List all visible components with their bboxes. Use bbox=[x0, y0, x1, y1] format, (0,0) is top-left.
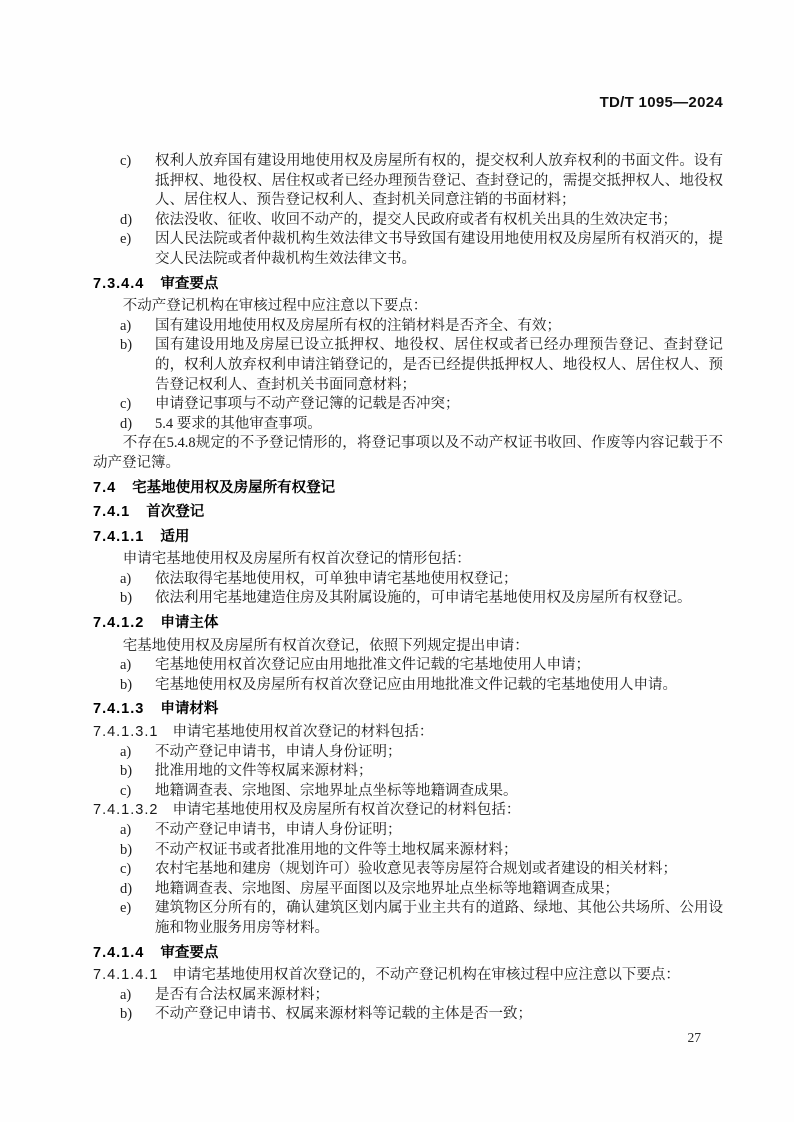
section-number: 7.4.1.1 bbox=[93, 528, 145, 545]
section-heading bbox=[93, 275, 723, 295]
list-item bbox=[93, 211, 723, 231]
list-marker: d) bbox=[120, 880, 133, 897]
numbered-paragraph bbox=[93, 723, 723, 743]
list-item bbox=[93, 570, 723, 590]
section-heading bbox=[93, 479, 723, 499]
list-item bbox=[93, 841, 723, 861]
list-item-text: 是否有合法权属来源材料； bbox=[155, 986, 329, 1003]
list-item-text: 地籍调查表、宗地图、宗地界址点坐标等地籍调查成果。 bbox=[155, 782, 518, 799]
section-title: 审查要点 bbox=[160, 944, 219, 961]
paragraph: 申请宅基地使用权及房屋所有权首次登记的情形包括： bbox=[122, 551, 471, 568]
list-item bbox=[93, 589, 723, 609]
clause-text: 申请宅基地使用权首次登记的，不动产登记机构在审核过程中应注意以下要点： bbox=[172, 967, 680, 984]
clause-number: 7.4.1.3.2 bbox=[93, 802, 159, 819]
list-marker: a) bbox=[120, 570, 132, 587]
list-item-text: 因人民法院或者仲裁机构生效法律文书导致国有建设用地使用权及房屋所有权消灭的，提交人民法院或者仲裁机构生效法律文书。 bbox=[155, 231, 723, 267]
list-item-text: 国有建设用地及房屋已设立抵押权、地役权、居住权或者已经办理预告登记、查封登记的，权利人放弃权利申请注销登记的，是否已经提供抵押权人、地役权人、居住权人、预告登记权利人、查封机关书面同意材料； bbox=[155, 337, 723, 393]
list-item-text: 国有建设用地使用权及房屋所有权的注销材料是否齐全、有效； bbox=[155, 317, 561, 334]
list-item-text: 不动产登记申请书，申请人身份证明； bbox=[155, 822, 402, 838]
numbered-paragraph bbox=[93, 966, 723, 986]
section-number: 7.4.1 bbox=[93, 504, 131, 521]
section-heading bbox=[93, 503, 723, 523]
list-item-text: 宅基地使用权及房屋所有权首次登记应由用地批准文件记载的宅基地使用人申请。 bbox=[155, 676, 677, 693]
document-body bbox=[93, 152, 723, 1025]
list-item-text: 依法没收、征收、收回不动产的，提交人民政府或者有权机关出具的生效决定书； bbox=[155, 211, 677, 228]
list-marker: b) bbox=[120, 841, 133, 858]
clause-text: 申请宅基地使用权首次登记的材料包括： bbox=[172, 724, 434, 741]
list-item bbox=[93, 782, 723, 802]
list-item-text: 宅基地使用权首次登记应由用地批准文件记载的宅基地使用人申请； bbox=[155, 657, 590, 674]
list-item bbox=[93, 415, 723, 435]
list-marker: b) bbox=[120, 1006, 133, 1023]
section-number: 7.4.1.2 bbox=[93, 615, 145, 632]
paragraph: 宅基地使用权及房屋所有权首次登记，依照下列规定提出申请： bbox=[122, 637, 529, 654]
list-marker: a) bbox=[120, 822, 132, 838]
list-item bbox=[93, 336, 723, 395]
section-title: 审查要点 bbox=[160, 275, 219, 292]
section-heading bbox=[93, 700, 723, 720]
paragraph: 不存在5.4.8规定的不予登记情形的，将登记事项以及不动产权证书收回、作废等内容记载于不动产登记簿。 bbox=[93, 435, 723, 471]
list-item-text: 5.4 要求的其他审查事项。 bbox=[155, 415, 322, 432]
section-title: 宅基地使用权及房屋所有权登记 bbox=[132, 479, 336, 496]
section-heading bbox=[93, 614, 723, 634]
list-marker: c) bbox=[120, 153, 132, 169]
list-item bbox=[93, 152, 723, 211]
list-marker: e) bbox=[120, 900, 132, 917]
list-item-text: 批准用地的文件等权属来源材料； bbox=[155, 763, 373, 780]
list-marker: b) bbox=[120, 337, 133, 354]
section-title: 首次登记 bbox=[146, 504, 205, 521]
list-item-text: 依法利用宅基地建造住房及其附属设施的，可申请宅基地使用权及房屋所有权登记。 bbox=[155, 590, 692, 607]
section-number: 7.4.1.3 bbox=[93, 701, 145, 718]
list-marker: b) bbox=[120, 676, 133, 693]
list-item bbox=[93, 880, 723, 900]
list-marker: b) bbox=[120, 590, 133, 607]
section-heading bbox=[93, 528, 723, 548]
list-marker: a) bbox=[120, 317, 132, 334]
list-item bbox=[93, 656, 723, 676]
paragraph: 不动产登记机构在审核过程中应注意以下要点： bbox=[122, 298, 428, 315]
list-item-text: 建筑物区分所有的，确认建筑区划内属于业主共有的道路、绿地、其他公共场所、公用设施和物业服务用房等材料。 bbox=[155, 900, 723, 936]
list-item-text: 不动产权证书或者批准用地的文件等土地权属来源材料； bbox=[155, 841, 518, 858]
list-item bbox=[93, 676, 723, 696]
section-title: 适用 bbox=[160, 528, 190, 545]
list-marker: c) bbox=[120, 396, 132, 413]
section-number: 7.3.4.4 bbox=[93, 275, 145, 292]
section-number: 7.4.1.4 bbox=[93, 944, 145, 961]
list-item bbox=[93, 230, 723, 269]
list-item bbox=[93, 1005, 723, 1025]
list-marker: c) bbox=[120, 782, 132, 799]
list-marker: d) bbox=[120, 415, 133, 432]
list-item-text: 不动产登记申请书、权属来源材料等记载的主体是否一致； bbox=[155, 1006, 532, 1023]
list-item-text: 依法取得宅基地使用权，可单独申请宅基地使用权登记； bbox=[155, 570, 518, 587]
list-marker: a) bbox=[120, 986, 132, 1003]
list-marker: d) bbox=[120, 211, 133, 228]
numbered-paragraph bbox=[93, 801, 723, 821]
section-title: 申请主体 bbox=[160, 615, 219, 632]
list-item-text: 申请登记事项与不动产登记簿的记载是否冲突； bbox=[155, 396, 460, 413]
list-item-text: 地籍调查表、宗地图、房屋平面图以及宗地界址点坐标等地籍调查成果； bbox=[155, 880, 619, 897]
list-item bbox=[93, 860, 723, 880]
list-marker: e) bbox=[120, 231, 132, 248]
list-item bbox=[93, 899, 723, 938]
list-item-text: 不动产登记申请书，申请人身份证明； bbox=[155, 743, 402, 760]
clause-text: 申请宅基地使用权及房屋所有权首次登记的材料包括： bbox=[172, 802, 521, 819]
list-item bbox=[93, 317, 723, 337]
list-item bbox=[93, 821, 723, 841]
section-heading bbox=[93, 944, 723, 964]
standard-number-header: TD/T 1095—2024 bbox=[599, 94, 723, 111]
list-item bbox=[93, 395, 723, 415]
list-marker: a) bbox=[120, 743, 132, 760]
list-item bbox=[93, 762, 723, 782]
list-item-text: 农村宅基地和建房（规划许可）验收意见表等房屋符合规划或者建设的相关材料； bbox=[155, 861, 677, 878]
list-item-text: 权利人放弃国有建设用地使用权及房屋所有权的，提交权利人放弃权利的书面文件。设有抵押权、地役权、居住权或者已经办理预告登记、查封登记的，需提交抵押权人、地役权人、居住权人、预告登记权利人、查封机关同意注销的书面材料； bbox=[155, 153, 723, 209]
list-item bbox=[93, 986, 723, 1006]
list-marker: a) bbox=[120, 657, 132, 674]
list-item bbox=[93, 743, 723, 763]
clause-number: 7.4.1.3.1 bbox=[93, 724, 159, 741]
list-marker: c) bbox=[120, 861, 132, 878]
list-marker: b) bbox=[120, 763, 133, 780]
section-number: 7.4 bbox=[93, 479, 117, 496]
page-number: 27 bbox=[687, 1030, 701, 1045]
clause-number: 7.4.1.4.1 bbox=[93, 967, 159, 984]
section-title: 申请材料 bbox=[160, 701, 219, 718]
